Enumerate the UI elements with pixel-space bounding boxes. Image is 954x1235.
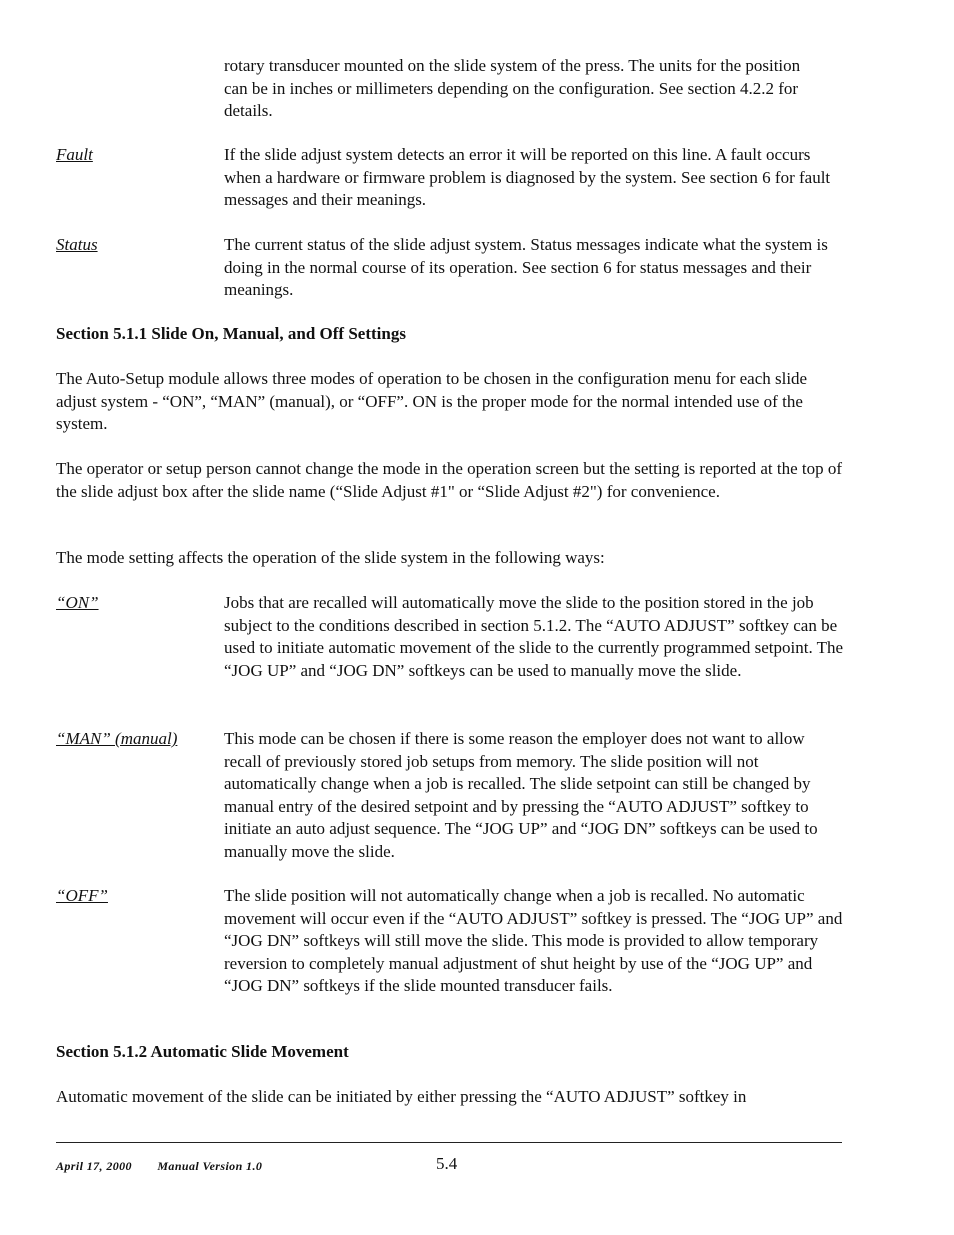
mode-definition-text-off: The slide position will not automatically change when a job is recalled. No automatic movement will occur even if the “AUTO ADJUST” softkey is pressed. The “JOG UP” and “JOG DN” softkeys will still move the slide. This mode is provided to allow temporary reversion to completely manual adjustment of shut height by use of the “JOG UP” and “JOG DN” softkeys if the slide mounted transducer fails.	[224, 886, 843, 995]
intro-continuation-text: rotary transducer mounted on the slide system of the press. The units for the position can be in inches or millimeters depending on the configuration. See section 4.2.2 for details.	[224, 56, 801, 120]
section-511-paragraph-2: The operator or setup person cannot change the mode in the operation screen but the setting is reported at the top of the slide adjust box after the slide name (“Slide Adjust #1" or “Slide Adjust #2") for convenience.	[56, 459, 842, 501]
field-term-fault: Fault	[56, 145, 93, 164]
footer-date: April 17, 2000	[56, 1159, 132, 1173]
field-definition-text-status: The current status of the slide adjust system. Status messages indicate what the system is doing in the normal course of its operation. See section 6 for status messages and their meanings.	[224, 235, 828, 299]
footer-version: Manual Version 1.0	[157, 1159, 263, 1173]
section-512-paragraph: Automatic movement of the slide can be initiated by either pressing the “AUTO ADJUST” softkey in	[56, 1087, 747, 1106]
footer-divider	[56, 1142, 842, 1143]
mode-definition-text-on: Jobs that are recalled will automatically move the slide to the position stored in the job subject to the conditions described in section 5.1.2. The “AUTO ADJUST” softkey can be used to initiate automatic movement of the slide to the currently programmed setpoint. The “JOG UP” and “JOG DN” softkeys can be used to manually move the slide.	[224, 593, 844, 680]
field-definition-text-fault: If the slide adjust system detects an error it will be reported on this line. A fault occurs when a hardware or firmware problem is diagnosed by the system. See section 6 for fault messages and their meanings.	[224, 145, 831, 209]
field-term-status: Status	[56, 235, 98, 254]
mode-term-manual: “MAN” (manual)	[56, 729, 178, 748]
section-511-heading: Section 5.1.1 Slide On, Manual, and Off Settings	[56, 324, 406, 343]
mode-definition-text-manual: This mode can be chosen if there is some reason the employer does not want to allow recall of previously stored job setups from memory. The slide position will not automatically change when a job is recalled. The slide setpoint can still be changed by manual entry of the desired setpoint and by pressing the “AUTO ADJUST” softkey to initiate an auto adjust sequence. The “JOG UP” and “JOG DN” softkeys can be used to manually move the slide.	[224, 729, 818, 861]
mode-term-on: “ON”	[56, 593, 99, 612]
section-512-heading: Section 5.1.2 Automatic Slide Movement	[56, 1042, 349, 1061]
section-511-paragraph-1: The Auto-Setup module allows three modes of operation to be chosen in the configuration menu for each slide adjust system - “ON”, “MAN” (manual), or “OFF”. ON is the proper mode for the normal intended use of the system.	[56, 369, 808, 433]
mode-term-off: “OFF”	[56, 886, 108, 905]
page-number: 5.4	[436, 1154, 458, 1173]
section-511-paragraph-3: The mode setting affects the operation of the slide system in the following ways:	[56, 548, 605, 567]
footer-meta	[56, 1159, 284, 1174]
